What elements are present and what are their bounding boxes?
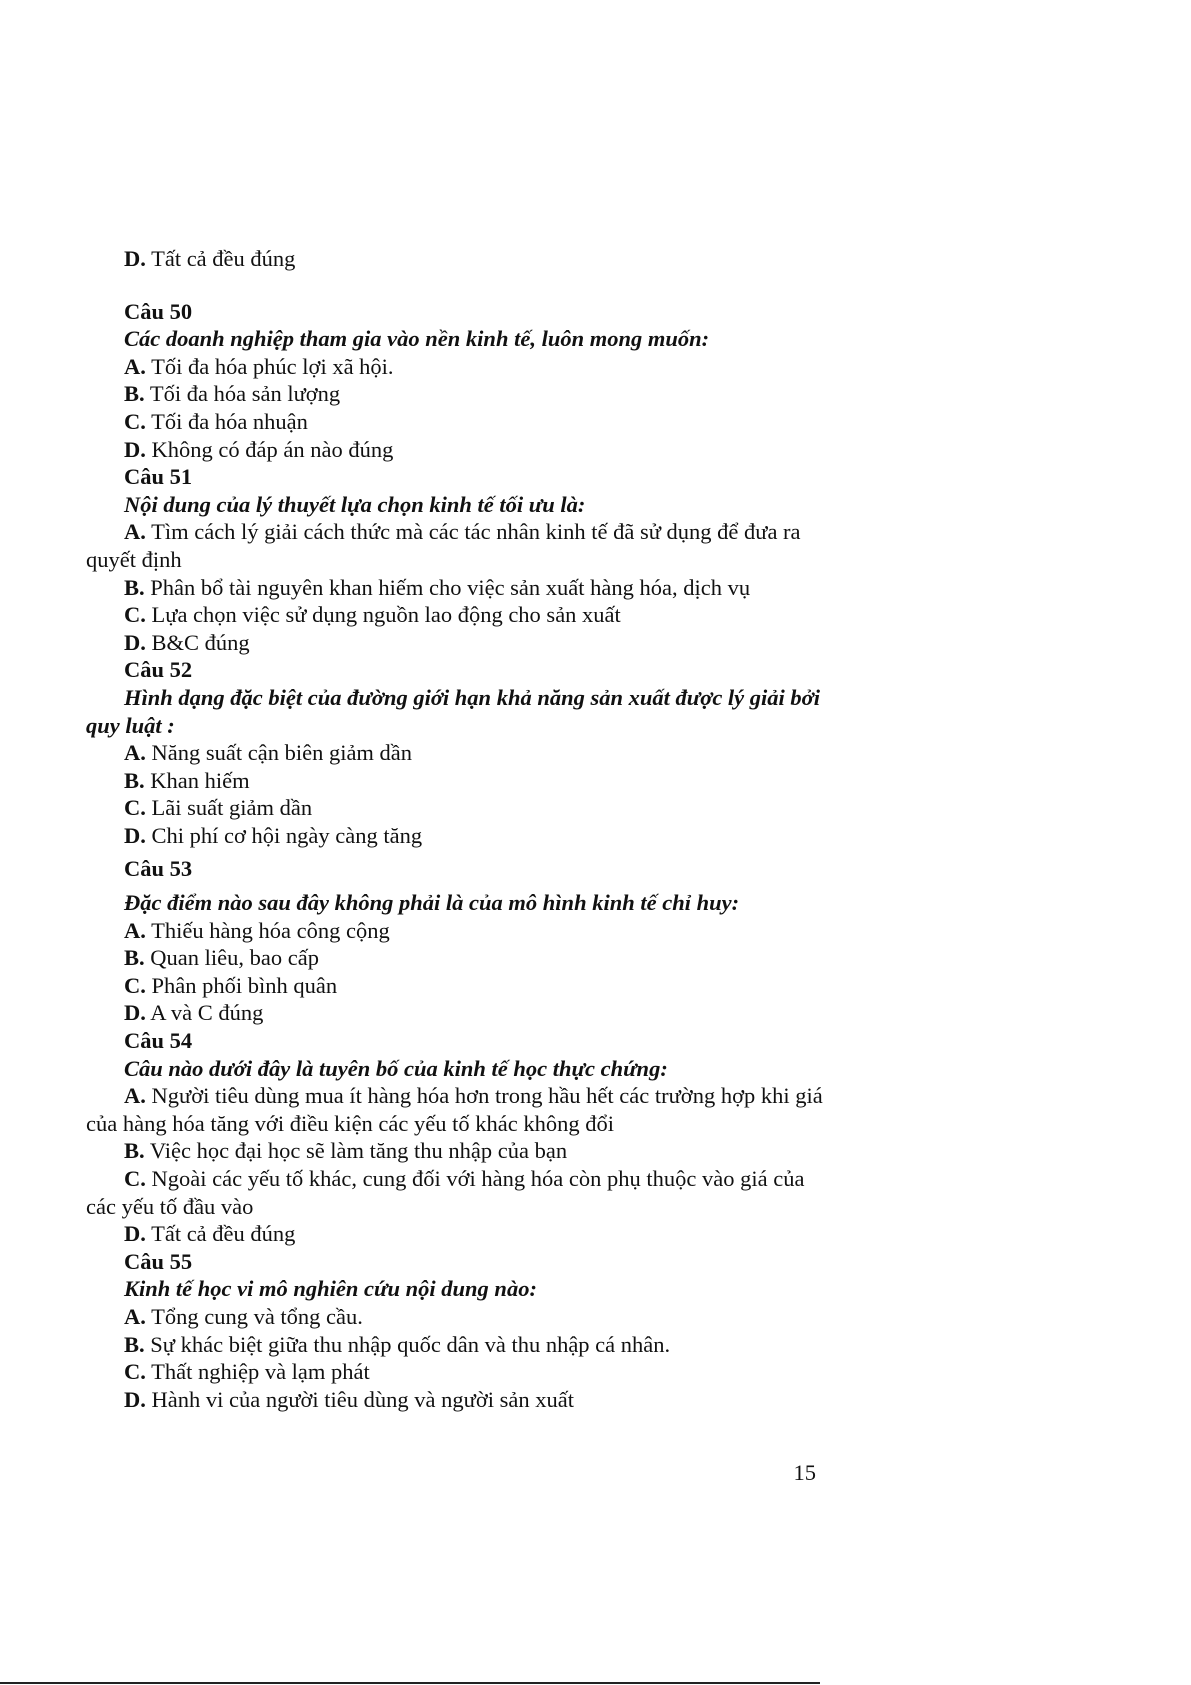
option-text: Khan hiếm (150, 767, 250, 793)
option-d (86, 436, 826, 464)
option-a (86, 1303, 826, 1331)
question-heading: Câu 54 (124, 1028, 193, 1054)
option-label: D. (124, 436, 146, 462)
option-text: B&C đúng (151, 629, 250, 655)
option-label: B. (124, 1331, 145, 1357)
question-prompt: Các doanh nghiệp tham gia vào nền kinh tế, luôn mong muốn: (124, 326, 710, 352)
page-number: 15 (793, 1460, 816, 1485)
option-label: B. (124, 1138, 145, 1164)
option-c (86, 972, 826, 1000)
option-c (86, 408, 826, 436)
option-b (86, 944, 826, 972)
option-label: D. (124, 629, 146, 655)
option-d (86, 999, 826, 1027)
option-text: Người tiêu dùng mua ít hàng hóa hơn trong hầu hết các trường hợp khi giá của hàng hóa tăng với điều kiện các yếu tố khác không đổi (86, 1083, 823, 1136)
question-55 (86, 1248, 826, 1414)
bottom-rule (0, 1682, 820, 1684)
option-label: D. (124, 1000, 146, 1026)
option-text: Tất cả đều đúng (151, 1221, 296, 1247)
option-label: A. (124, 1083, 146, 1109)
option-d (86, 629, 826, 657)
option-text: Sự khác biệt giữa thu nhập quốc dân và thu nhập cá nhân. (150, 1331, 671, 1357)
option-a (86, 739, 826, 767)
option-label: D. (124, 1221, 146, 1247)
option-label: A. (124, 1303, 146, 1329)
option-d (86, 1386, 826, 1414)
option-b (86, 767, 826, 795)
question-53 (86, 855, 826, 1027)
option-label: A. (124, 353, 146, 379)
option-text: Tìm cách lý giải cách thức mà các tác nhân kinh tế đã sử dụng để đưa ra quyết định (86, 519, 801, 572)
option-label: B. (124, 945, 145, 971)
option-label: B. (124, 381, 145, 407)
option-text: Quan liêu, bao cấp (150, 945, 319, 971)
option-text: Không có đáp án nào đúng (151, 436, 394, 462)
question-prompt: Kinh tế học vi mô nghiên cứu nội dung nào: (124, 1276, 537, 1302)
option-label: C. (124, 972, 146, 998)
option-c (86, 1358, 826, 1386)
option-a (86, 1082, 826, 1137)
option-label: D. (124, 822, 146, 848)
option-label: A. (124, 519, 146, 545)
question-prompt: Câu nào dưới đây là tuyên bố của kinh tế học thực chứng: (124, 1055, 668, 1081)
option-text: Năng suất cận biên giảm dần (151, 740, 413, 766)
option-label: C. (124, 602, 146, 628)
question-prompt: Đặc điểm nào sau đây không phải là của mô hình kinh tế chỉ huy: (124, 890, 740, 916)
option-text: Lựa chọn việc sử dụng nguồn lao động cho sản xuất (151, 602, 621, 628)
option-a (86, 917, 826, 945)
option-d (86, 822, 826, 850)
option-label: B. (124, 767, 145, 793)
option-b (86, 380, 826, 408)
option-text: Việc học đại học sẽ làm tăng thu nhập của bạn (149, 1138, 568, 1164)
question-prompt: Nội dung của lý thuyết lựa chọn kinh tế tối ưu là: (124, 491, 586, 517)
question-heading: Câu 50 (124, 298, 193, 324)
option-text: Tối đa hóa sản lượng (149, 381, 341, 407)
option-label: B. (124, 574, 145, 600)
option-text: Chi phí cơ hội ngày càng tăng (151, 822, 423, 848)
option-text: Thất nghiệp và lạm phát (151, 1359, 370, 1385)
option-label: C. (124, 795, 146, 821)
option-text: Tổng cung và tổng cầu. (151, 1303, 363, 1329)
option-text: Tất cả đều đúng (151, 246, 296, 271)
question-51 (86, 463, 826, 656)
option-text: Hành vi của người tiêu dùng và người sản xuất (151, 1386, 574, 1412)
option-text: A và C đúng (150, 1000, 264, 1026)
option-d (86, 1220, 826, 1248)
option-text: Phân bổ tài nguyên khan hiếm cho việc sản xuất hàng hóa, dịch vụ (150, 574, 751, 600)
question-prompt: Hình dạng đặc biệt của đường giới hạn khả năng sản xuất được lý giải bởi quy luật : (86, 684, 820, 738)
question-heading: Câu 51 (124, 464, 193, 490)
question-52 (86, 656, 826, 849)
option-c (86, 1165, 826, 1220)
option-b (86, 1137, 826, 1165)
question-54 (86, 1027, 826, 1248)
question-heading: Câu 53 (124, 856, 193, 882)
option-text: Tối đa hóa nhuận (151, 408, 308, 434)
option-a (86, 518, 826, 573)
option-label: A. (124, 740, 146, 766)
option-text: Phân phối bình quân (151, 972, 338, 998)
option-label: C. (124, 1359, 146, 1385)
option-text: Thiếu hàng hóa công cộng (151, 917, 390, 943)
option-text: Lãi suất giảm dần (151, 795, 313, 821)
question-heading: Câu 52 (124, 657, 193, 683)
option-label: D. (124, 246, 146, 271)
option-a (86, 353, 826, 381)
option-c (86, 794, 826, 822)
option-b (86, 574, 826, 602)
lead-option (86, 245, 826, 273)
option-text: Tối đa hóa phúc lợi xã hội. (151, 353, 394, 379)
question-heading: Câu 55 (124, 1248, 193, 1274)
option-label: A. (124, 917, 146, 943)
option-b (86, 1331, 826, 1359)
option-label: D. (124, 1386, 146, 1412)
page-content (86, 245, 826, 1413)
option-text: Ngoài các yếu tố khác, cung đối với hàng hóa còn phụ thuộc vào giá của các yếu tố đầu vào (86, 1166, 805, 1219)
option-c (86, 601, 826, 629)
option-label: C. (124, 1166, 146, 1191)
option-label: C. (124, 408, 146, 434)
question-50 (86, 298, 826, 464)
